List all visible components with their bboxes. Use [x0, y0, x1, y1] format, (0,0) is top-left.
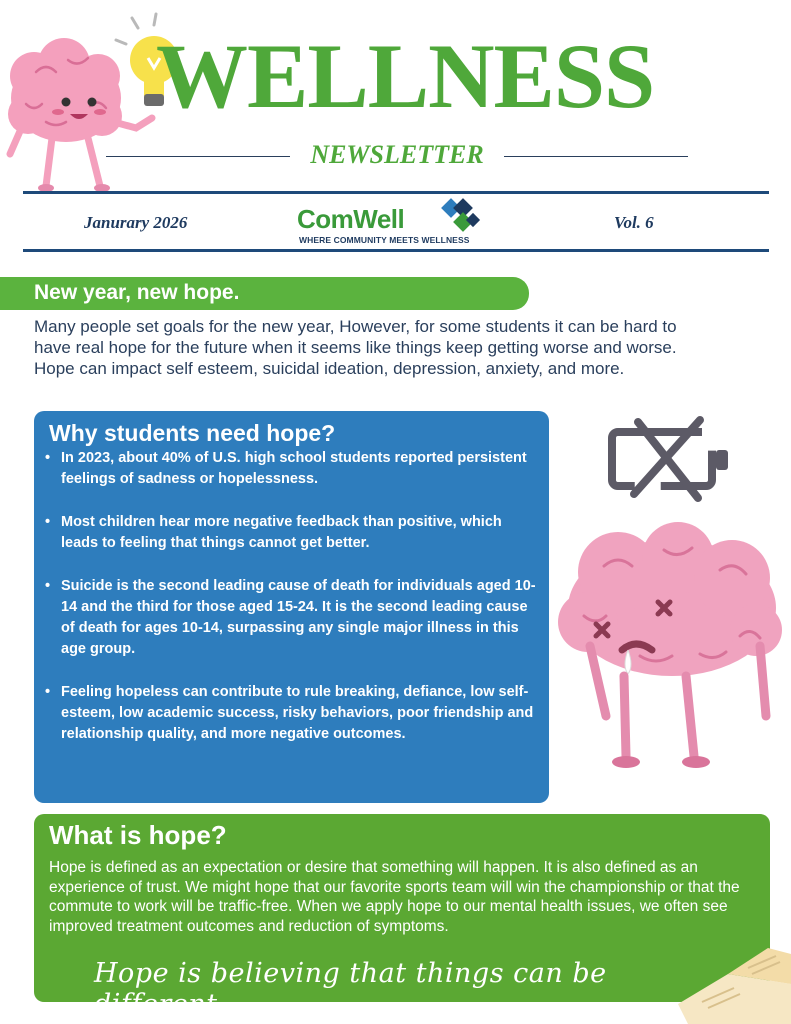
bullet-list — [42, 448, 542, 767]
logo-text: ComWell — [297, 204, 405, 234]
list-item: • In 2023, about 40% of U.S. high school students reported persistent feelings of sadness or hopelessness. — [42, 448, 542, 490]
issue-date: Janurary 2026 — [84, 213, 188, 232]
section-heading: New year, new hope. — [34, 281, 240, 304]
sad-brain-icon — [560, 526, 782, 776]
list-item: • Feeling hopeless can contribute to rule breaking, defiance, low self-esteem, low academic success, risky behaviors, poor friendship and relationship quality, and more negative outcomes. — [42, 682, 542, 745]
section-banner-new-year — [0, 277, 529, 310]
section-heading: Why students need hope? — [49, 420, 336, 446]
divider-line — [106, 156, 290, 157]
logo-diamond-icon — [434, 198, 480, 236]
issue-volume: Vol. 6 — [614, 213, 654, 232]
divider-line — [504, 156, 688, 157]
comwell-logo — [297, 198, 481, 248]
header-rule-bottom — [23, 249, 769, 252]
list-item: • Suicide is the second leading cause of death for individuals aged 10-14 and the third for those aged 15-24. It is the second leading cause of death for ages 10-14, surpassing any single major illness in this age group. — [42, 576, 542, 660]
intro-paragraph: Many people set goals for the new year, However, for some students it can be hard to have real hope for the future when it seems like things keep getting worse and worse. Hope can impact self esteem, suicidal ideation, depression, anxiety, and more. — [34, 317, 677, 378]
list-item: • Most children hear more negative feedback than positive, which leads to feeling that things cannot get better. — [42, 512, 542, 554]
what-is-hope-paragraph: Hope is defined as an expectation or desire that something will happen. It is also defined as an experience of trust. We might hope that our favorite sports team will win the championship or that the commute to work will be traffic-free. When we apply hope to our mental health issues, we often see improved treatment outcomes and reduction of symptoms. — [49, 859, 740, 935]
open-book-icon — [668, 944, 791, 1024]
section-heading: What is hope? — [49, 820, 227, 850]
hope-quote: Hope is believing that things can be different. — [94, 958, 607, 1020]
logo-tagline: WHERE COMMUNITY MEETS WELLNESS — [299, 235, 470, 245]
why-students-need-hope-box — [34, 411, 549, 803]
what-is-hope-box — [34, 814, 770, 1020]
masthead-subtitle-row — [106, 140, 688, 170]
masthead-subtitle: NEWSLETTER — [310, 140, 484, 169]
empty-battery-icon — [608, 418, 734, 500]
header-rule-top — [23, 191, 769, 194]
masthead-title: WELLNESS — [156, 25, 655, 127]
